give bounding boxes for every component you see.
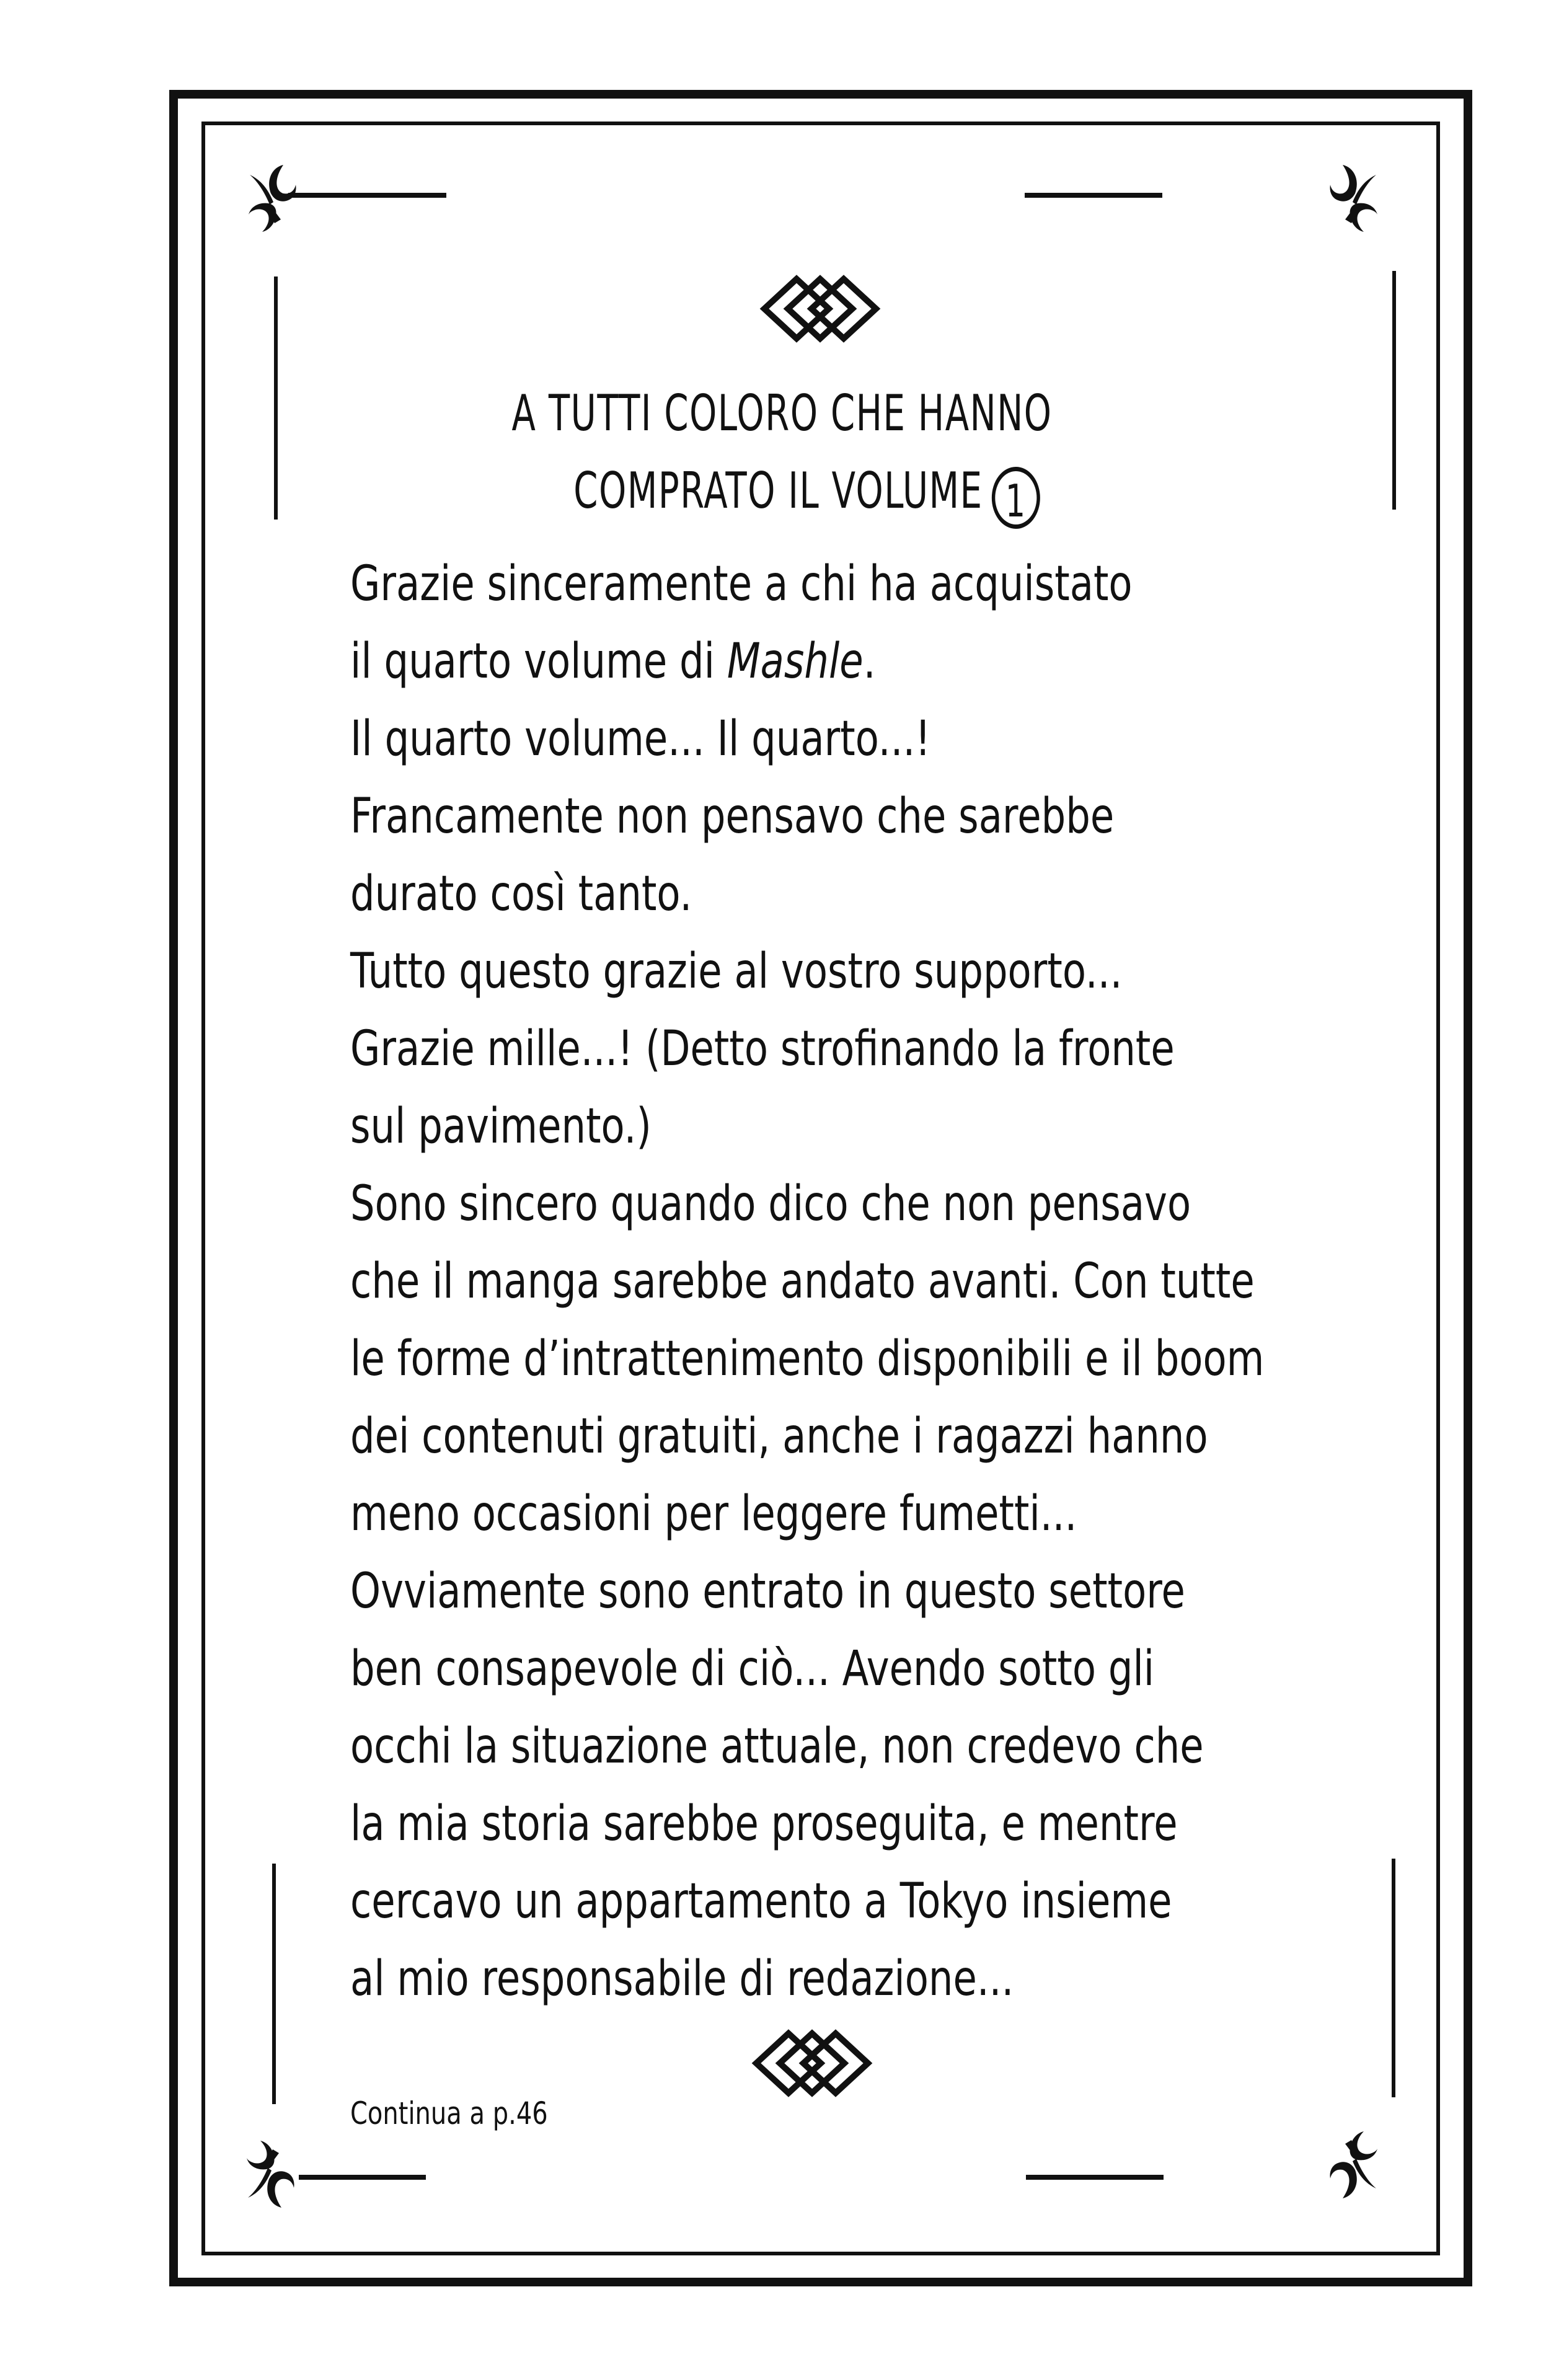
fleur-de-lis-icon — [1325, 2126, 1381, 2201]
body-line: Ovviamente sono entrato in questo settore — [350, 1564, 1185, 1619]
bottom-left-vertical-rule — [272, 1864, 276, 2104]
body-line: il quarto volume di Mashle. — [350, 634, 876, 689]
body-line: che il manga sarebbe andato avanti. Con tutte — [350, 1254, 1255, 1309]
interlaced-diamonds-icon — [744, 2026, 880, 2100]
message-body — [350, 546, 1404, 2018]
body-line: Sono sincero quando dico che non pensavo — [350, 1176, 1191, 1232]
top-right-rule — [1025, 193, 1162, 198]
page-title-line-2 — [197, 462, 1417, 529]
body-line: la mia storia sarebbe proseguita, e mentre — [350, 1796, 1178, 1852]
body-line: sul pavimento.) — [350, 1099, 652, 1154]
top-left-rule — [288, 193, 446, 198]
bottom-left-rule — [299, 2175, 426, 2180]
interlaced-diamonds-icon — [752, 272, 888, 346]
fleur-de-lis-icon — [243, 2136, 299, 2210]
fleur-de-lis-icon — [245, 162, 301, 237]
page-title-line-1: A TUTTI COLORO CHE HANNO — [511, 384, 1053, 442]
manga-title: Mashle — [727, 634, 864, 689]
body-line: occhi la situazione attuale, non credevo che — [350, 1719, 1204, 1774]
body-line: ben consapevole di ciò... Avendo sotto gli — [350, 1641, 1155, 1697]
body-line: Grazie mille...! (Detto strofinando la fronte — [350, 1021, 1175, 1077]
body-line: Il quarto volume... Il quarto...! — [350, 711, 931, 767]
fleur-de-lis-icon — [1325, 162, 1381, 237]
bottom-right-rule — [1026, 2175, 1164, 2180]
body-line: cercavo un appartamento a Tokyo insieme — [350, 1873, 1172, 1929]
body-line: durato così tanto. — [350, 866, 692, 922]
circled-volume-number: 1 — [992, 467, 1040, 529]
body-line: Francamente non pensavo che sarebbe — [350, 789, 1115, 844]
body-line: le forme d’intrattenimento disponibili e il boom — [350, 1331, 1265, 1387]
continued-on-page-note: Continua a p.46 — [350, 2095, 548, 2131]
body-line: al mio responsabile di redazione... — [350, 1951, 1014, 2007]
body-line: Tutto questo grazie al vostro supporto... — [350, 944, 1123, 999]
body-line: meno occasioni per leggere fumetti... — [350, 1486, 1077, 1542]
body-line: Grazie sinceramente a chi ha acquistato — [350, 556, 1133, 612]
body-line: dei contenuti gratuiti, anche i ragazzi hanno — [350, 1409, 1208, 1464]
page-title-text: COMPRATO IL VOLUME — [573, 462, 983, 520]
